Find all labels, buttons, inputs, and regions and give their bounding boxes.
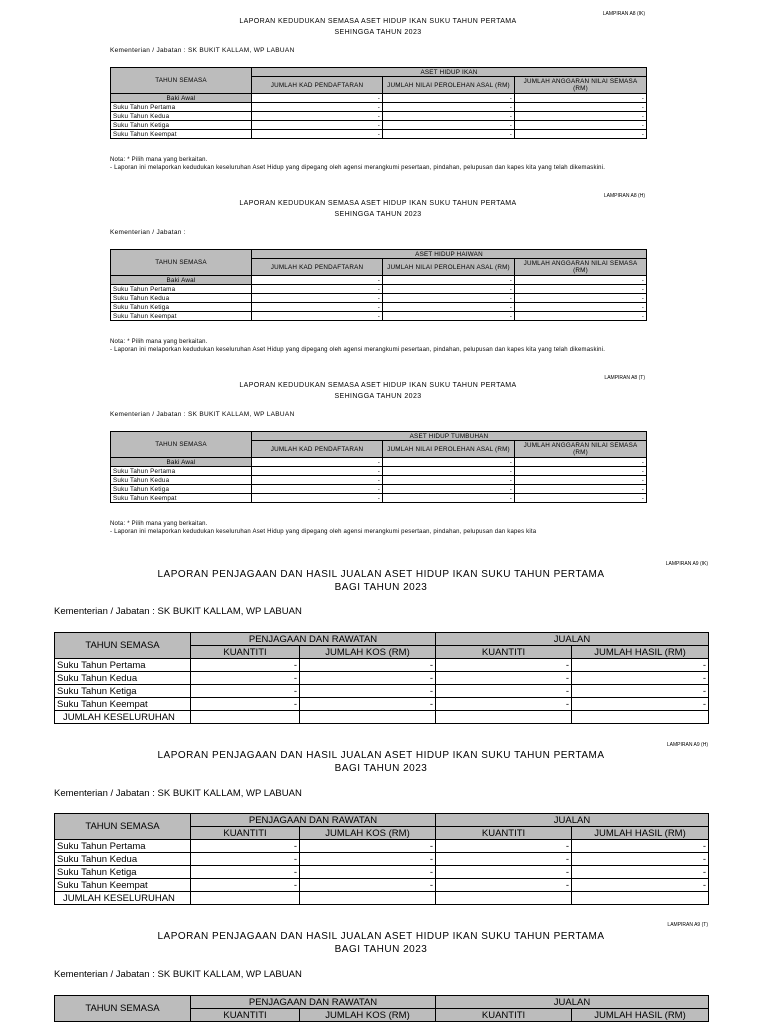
- report-title-line1: LAPORAN PENJAGAAN DAN HASIL JUALAN ASET HIDUP IKAN SUKU TAHUN PERTAMA: [157, 569, 605, 580]
- report-title-line2: BAGI TAHUN 2023: [334, 944, 428, 955]
- row-label: Suku Tahun Kedua: [55, 672, 191, 685]
- header-col2: JUMLAH NILAI PEROLEHAN ASAL (RM): [383, 77, 515, 94]
- cell-value: -: [191, 672, 300, 685]
- cell-value: -: [252, 112, 383, 121]
- cell-value: -: [252, 467, 383, 476]
- header-jumlah-kos: JUMLAH KOS (RM): [300, 646, 436, 659]
- cell-value: -: [436, 698, 572, 711]
- cell-value: -: [383, 312, 515, 321]
- penjagaan-table: [54, 632, 709, 724]
- cell-value: -: [515, 485, 647, 494]
- cell-value: -: [572, 685, 709, 698]
- header-jumlah-hasil: JUMLAH HASIL (RM): [572, 1009, 709, 1022]
- header-kuantiti: KUANTITI: [191, 646, 300, 659]
- cell-value: -: [252, 458, 383, 467]
- header-jumlah-kos: JUMLAH KOS (RM): [300, 1009, 436, 1022]
- table-row: [111, 467, 647, 476]
- row-label: Suku Tahun Kedua: [55, 853, 191, 866]
- row-label: Suku Tahun Ketiga: [111, 303, 252, 312]
- table-row: [111, 276, 647, 285]
- cell-value: -: [191, 659, 300, 672]
- kementerian-label: Kementerian / Jabatan :: [110, 229, 186, 236]
- lampiran-tag: LAMPIRAN A9 (H): [666, 742, 708, 748]
- row-label: Suku Tahun Pertama: [111, 285, 252, 294]
- cell-value: -: [383, 294, 515, 303]
- cell-value: -: [383, 467, 515, 476]
- header-col3: JUMLAH ANGGARAN NILAI SEMASA (RM): [515, 441, 647, 458]
- cell-value: -: [515, 103, 647, 112]
- cell-value: -: [515, 112, 647, 121]
- nota-block: [110, 338, 646, 354]
- cell-value: -: [383, 285, 515, 294]
- report-title: [110, 17, 646, 38]
- cell-value: -: [515, 494, 647, 503]
- cell-value: -: [515, 303, 647, 312]
- cell-value: [436, 711, 572, 724]
- report-title: [110, 199, 646, 220]
- report-title-line1: LAPORAN KEDUDUKAN SEMASA ASET HIDUP IKAN SUKU TAHUN PERTAMA: [239, 382, 517, 389]
- header-penjagaan: PENJAGAAN DAN RAWATAN: [191, 633, 436, 646]
- row-label: Suku Tahun Pertama: [111, 103, 252, 112]
- header-jualan: JUALAN: [436, 814, 709, 827]
- report-title-line1: LAPORAN KEDUDUKAN SEMASA ASET HIDUP IKAN SUKU TAHUN PERTAMA: [239, 200, 517, 207]
- table-row: [55, 853, 709, 866]
- row-label: Suku Tahun Ketiga: [55, 866, 191, 879]
- cell-value: -: [252, 285, 383, 294]
- cell-value: -: [383, 94, 515, 103]
- cell-value: -: [300, 659, 436, 672]
- cell-value: -: [436, 853, 572, 866]
- cell-value: [572, 711, 709, 724]
- row-label: Suku Tahun Kedua: [111, 294, 252, 303]
- table-row: [111, 112, 647, 121]
- header-col2: JUMLAH NILAI PEROLEHAN ASAL (RM): [383, 441, 515, 458]
- report-title-line2: BAGI TAHUN 2023: [334, 582, 428, 593]
- table-row: [55, 698, 709, 711]
- header-jualan: JUALAN: [436, 633, 709, 646]
- row-label: Suku Tahun Kedua: [111, 476, 252, 485]
- report-title-line2: SEHINGGA TAHUN 2023: [334, 28, 422, 36]
- nota-line: Nota: * Pilih mana yang berkaitan.: [110, 521, 208, 527]
- row-label: Suku Tahun Ketiga: [111, 485, 252, 494]
- cell-value: -: [252, 485, 383, 494]
- cell-value: -: [436, 659, 572, 672]
- row-label: Baki Awal: [111, 94, 252, 103]
- cell-value: -: [383, 485, 515, 494]
- cell-value: [300, 892, 436, 905]
- nota-description: - Laporan ini melaporkan kedudukan keseluruhan Aset Hidup yang dipegang oleh agensi merangkumi pesertaan, pindahan, pelupusan dan kapes kita: [110, 529, 537, 535]
- cell-value: -: [572, 866, 709, 879]
- cell-value: [572, 892, 709, 905]
- penjagaan-table: [54, 995, 709, 1022]
- table-row: [111, 476, 647, 485]
- cell-value: -: [252, 276, 383, 285]
- header-tahun-semasa: TAHUN SEMASA: [111, 250, 252, 276]
- report-title: [110, 381, 646, 402]
- nota-block: [110, 156, 646, 172]
- row-label: Suku Tahun Keempat: [55, 879, 191, 892]
- aset-table: [110, 431, 647, 503]
- cell-value: -: [191, 698, 300, 711]
- report-title-line2: BAGI TAHUN 2023: [334, 763, 428, 774]
- cell-value: [191, 892, 300, 905]
- cell-value: -: [300, 698, 436, 711]
- cell-value: -: [383, 130, 515, 139]
- cell-value: -: [515, 312, 647, 321]
- table-row: [111, 94, 647, 103]
- table-row: [111, 312, 647, 321]
- aset-table: [110, 249, 647, 321]
- table-row: [55, 685, 709, 698]
- table-row: [111, 494, 647, 503]
- cell-value: -: [252, 294, 383, 303]
- cell-value: -: [383, 476, 515, 485]
- lampiran-tag: LAMPIRAN A8 (H): [603, 193, 645, 199]
- nota-description: - Laporan ini melaporkan kedudukan keseluruhan Aset Hidup yang dipegang oleh agensi merangkumi pesertaan, pindahan, pelupusan dan kapes kita yang telah dikemaskini.: [110, 165, 606, 171]
- cell-value: -: [191, 685, 300, 698]
- cell-value: -: [383, 112, 515, 121]
- row-label: Suku Tahun Keempat: [111, 130, 252, 139]
- header-group: ASET HIDUP IKAN: [252, 68, 647, 77]
- header-kuantiti: KUANTITI: [191, 1009, 300, 1022]
- header-group: ASET HIDUP HAIWAN: [252, 250, 647, 259]
- cell-value: -: [252, 94, 383, 103]
- table-row: [111, 103, 647, 112]
- cell-value: -: [515, 476, 647, 485]
- cell-value: -: [572, 853, 709, 866]
- header-kuantiti: KUANTITI: [191, 827, 300, 840]
- header-col3: JUMLAH ANGGARAN NILAI SEMASA (RM): [515, 77, 647, 94]
- header-tahun-semasa: TAHUN SEMASA: [55, 814, 191, 840]
- table-row: [111, 303, 647, 312]
- row-label: Suku Tahun Keempat: [111, 494, 252, 503]
- cell-value: -: [191, 853, 300, 866]
- header-col2: JUMLAH NILAI PEROLEHAN ASAL (RM): [383, 259, 515, 276]
- kementerian-label: Kementerian / Jabatan : SK BUKIT KALLAM, WP LABUAN: [54, 969, 302, 980]
- table-row: [111, 130, 647, 139]
- header-penjagaan: PENJAGAAN DAN RAWATAN: [191, 814, 436, 827]
- header-penjagaan: PENJAGAAN DAN RAWATAN: [191, 996, 436, 1009]
- table-row: [111, 121, 647, 130]
- cell-value: -: [515, 121, 647, 130]
- cell-value: -: [515, 294, 647, 303]
- cell-value: -: [515, 276, 647, 285]
- lampiran-tag: LAMPIRAN A8 (T): [604, 375, 645, 381]
- report-title: [54, 749, 708, 775]
- total-label: JUMLAH KESELURUHAN: [55, 711, 191, 724]
- kementerian-label: Kementerian / Jabatan : SK BUKIT KALLAM, WP LABUAN: [54, 606, 302, 617]
- row-label: Suku Tahun Kedua: [111, 112, 252, 121]
- header-group: ASET HIDUP TUMBUHAN: [252, 432, 647, 441]
- row-label: Baki Awal: [111, 276, 252, 285]
- cell-value: -: [252, 103, 383, 112]
- cell-value: [191, 711, 300, 724]
- cell-value: [436, 892, 572, 905]
- row-label: Suku Tahun Ketiga: [111, 121, 252, 130]
- kementerian-label: Kementerian / Jabatan : SK BUKIT KALLAM, WP LABUAN: [110, 411, 295, 418]
- cell-value: -: [515, 467, 647, 476]
- cell-value: -: [300, 866, 436, 879]
- cell-value: -: [191, 866, 300, 879]
- row-label: Suku Tahun Pertama: [55, 840, 191, 853]
- table-row: [55, 672, 709, 685]
- kementerian-label: Kementerian / Jabatan : SK BUKIT KALLAM, WP LABUAN: [54, 788, 302, 799]
- cell-value: -: [436, 879, 572, 892]
- row-label: Suku Tahun Keempat: [111, 312, 252, 321]
- cell-value: -: [572, 879, 709, 892]
- total-row: [55, 711, 709, 724]
- cell-value: -: [436, 840, 572, 853]
- row-label: Suku Tahun Pertama: [55, 659, 191, 672]
- cell-value: -: [572, 659, 709, 672]
- table-row: [111, 285, 647, 294]
- header-jualan: JUALAN: [436, 996, 709, 1009]
- cell-value: -: [252, 303, 383, 312]
- report-title-line1: LAPORAN PENJAGAAN DAN HASIL JUALAN ASET HIDUP IKAN SUKU TAHUN PERTAMA: [157, 931, 605, 942]
- cell-value: -: [300, 685, 436, 698]
- nota-line: Nota: * Pilih mana yang berkaitan.: [110, 339, 208, 345]
- header-col3: JUMLAH ANGGARAN NILAI SEMASA (RM): [515, 259, 647, 276]
- table-row: [55, 866, 709, 879]
- header-jumlah-kos: JUMLAH KOS (RM): [300, 827, 436, 840]
- cell-value: -: [572, 672, 709, 685]
- cell-value: -: [383, 458, 515, 467]
- header-jumlah-hasil: JUMLAH HASIL (RM): [572, 646, 709, 659]
- report-title-line1: LAPORAN KEDUDUKAN SEMASA ASET HIDUP IKAN SUKU TAHUN PERTAMA: [239, 18, 517, 25]
- cell-value: -: [436, 866, 572, 879]
- total-label: JUMLAH KESELURUHAN: [55, 892, 191, 905]
- cell-value: -: [383, 121, 515, 130]
- header-col1: JUMLAH KAD PENDAFTARAN: [252, 441, 383, 458]
- table-row: [111, 458, 647, 467]
- header-tahun-semasa: TAHUN SEMASA: [111, 68, 252, 94]
- cell-value: -: [436, 685, 572, 698]
- header-tahun-semasa: TAHUN SEMASA: [111, 432, 252, 458]
- nota-description: - Laporan ini melaporkan kedudukan keseluruhan Aset Hidup yang dipegang oleh agensi merangkumi pesertaan, pindahan, pelupusan dan kapes kita yang telah dikemaskini.: [110, 347, 606, 353]
- cell-value: -: [300, 879, 436, 892]
- report-title-line1: LAPORAN PENJAGAAN DAN HASIL JUALAN ASET HIDUP IKAN SUKU TAHUN PERTAMA: [157, 750, 605, 761]
- lampiran-tag: LAMPIRAN A8 (IK): [602, 11, 645, 17]
- header-kuantiti: KUANTITI: [436, 646, 572, 659]
- cell-value: -: [191, 879, 300, 892]
- header-jumlah-hasil: JUMLAH HASIL (RM): [572, 827, 709, 840]
- cell-value: [300, 711, 436, 724]
- lampiran-tag: LAMPIRAN A9 (T): [667, 922, 708, 928]
- cell-value: -: [300, 853, 436, 866]
- header-tahun-semasa: TAHUN SEMASA: [55, 633, 191, 659]
- report-title-line2: SEHINGGA TAHUN 2023: [334, 392, 422, 400]
- cell-value: -: [515, 130, 647, 139]
- kementerian-label: Kementerian / Jabatan : SK BUKIT KALLAM, WP LABUAN: [110, 47, 295, 54]
- table-row: [55, 659, 709, 672]
- cell-value: -: [300, 840, 436, 853]
- report-title-line2: SEHINGGA TAHUN 2023: [334, 210, 422, 218]
- cell-value: -: [383, 494, 515, 503]
- report-title: [54, 930, 708, 956]
- nota-block: [110, 520, 646, 536]
- header-kuantiti: KUANTITI: [436, 1009, 572, 1022]
- row-label: Suku Tahun Pertama: [111, 467, 252, 476]
- header-kuantiti: KUANTITI: [436, 827, 572, 840]
- cell-value: -: [515, 458, 647, 467]
- cell-value: -: [300, 672, 436, 685]
- cell-value: -: [436, 672, 572, 685]
- nota-line: Nota: * Pilih mana yang berkaitan.: [110, 157, 208, 163]
- cell-value: -: [252, 130, 383, 139]
- penjagaan-table: [54, 813, 709, 905]
- cell-value: -: [252, 312, 383, 321]
- table-row: [55, 840, 709, 853]
- cell-value: -: [383, 276, 515, 285]
- cell-value: -: [515, 285, 647, 294]
- report-title: [54, 568, 708, 594]
- table-row: [111, 485, 647, 494]
- lampiran-tag: LAMPIRAN A9 (IK): [665, 561, 708, 567]
- cell-value: -: [252, 476, 383, 485]
- cell-value: -: [515, 94, 647, 103]
- row-label: Baki Awal: [111, 458, 252, 467]
- cell-value: -: [572, 840, 709, 853]
- cell-value: -: [572, 698, 709, 711]
- table-row: [111, 294, 647, 303]
- header-col1: JUMLAH KAD PENDAFTARAN: [252, 259, 383, 276]
- cell-value: -: [383, 103, 515, 112]
- aset-table: [110, 67, 647, 139]
- total-row: [55, 892, 709, 905]
- table-row: [55, 879, 709, 892]
- cell-value: -: [252, 121, 383, 130]
- cell-value: -: [383, 303, 515, 312]
- header-tahun-semasa: TAHUN SEMASA: [55, 996, 191, 1022]
- cell-value: -: [252, 494, 383, 503]
- row-label: Suku Tahun Ketiga: [55, 685, 191, 698]
- cell-value: -: [191, 840, 300, 853]
- row-label: Suku Tahun Keempat: [55, 698, 191, 711]
- header-col1: JUMLAH KAD PENDAFTARAN: [252, 77, 383, 94]
